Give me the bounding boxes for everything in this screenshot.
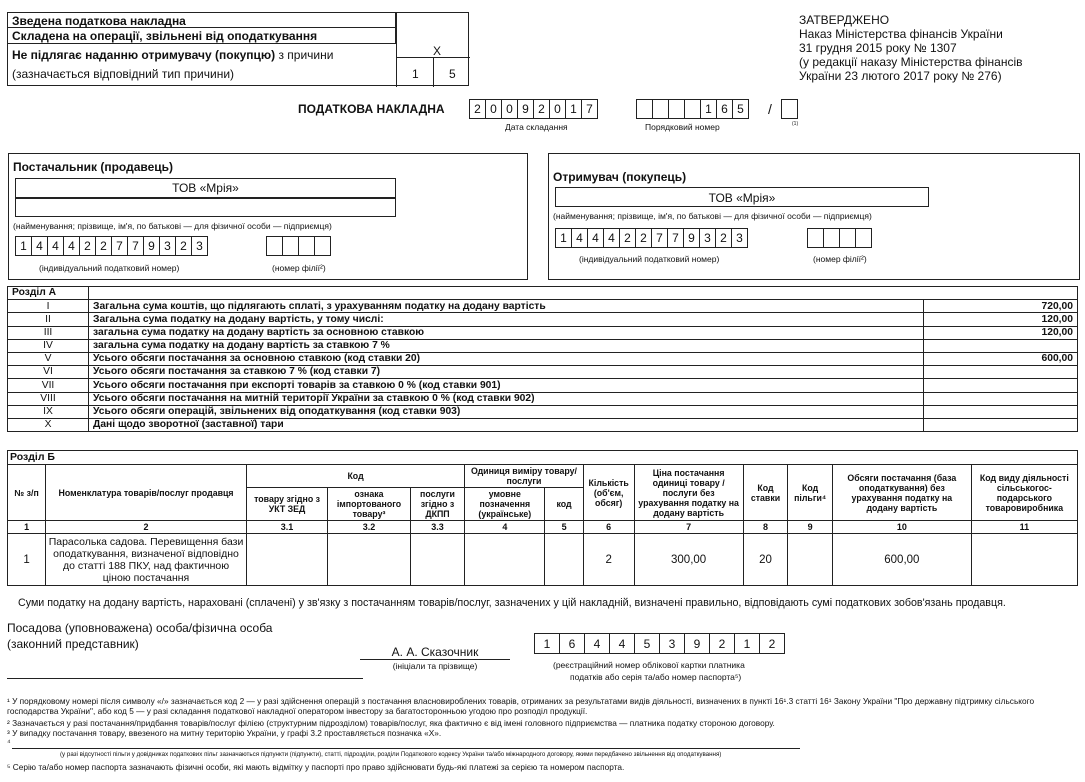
date-digit-4[interactable]: 9 — [517, 99, 534, 119]
row-qty[interactable]: 2 — [583, 534, 634, 586]
seller-ipn-digit-6[interactable]: 2 — [95, 236, 112, 256]
seller-name-caption: (найменування; прізвище, ім'я, по батькові — для фізичної особи — підприємця) — [13, 221, 332, 231]
section-a-row-num: IV — [8, 339, 89, 352]
column-number: 3.2 — [328, 521, 411, 534]
seller-name: ТОВ «Мрія» — [172, 181, 239, 195]
section-a-row-value[interactable] — [924, 339, 1078, 352]
section-a-row-num: X — [8, 418, 89, 431]
section-a-row — [8, 379, 1078, 392]
buyer-branch-digit-3[interactable] — [839, 228, 856, 248]
buyer-ipn-digit-7[interactable]: 7 — [651, 228, 668, 248]
section-a-row-text: Усього обсяги постачання на митній території України за ставкою 0 % (код ставки 902) — [89, 392, 924, 405]
buyer-ipn-digit-1[interactable]: 1 — [555, 228, 572, 248]
buyer-ipn-digit-9[interactable]: 9 — [683, 228, 700, 248]
col-amount-header: Обсяги постачання (база оподаткування) без урахування податку на додану вартість — [833, 465, 972, 521]
section-a-row-text: Загальна сума коштів, що підлягають сплаті, з урахуванням податку на додану вартість — [89, 300, 924, 313]
reg-caption-1: (реєстраційний номер облікової картки платника — [553, 660, 745, 670]
buyer-ipn-digit-4[interactable]: 4 — [603, 228, 620, 248]
section-a-row — [8, 339, 1078, 352]
footnote-5: ⁵ Серію та/або номер паспорта зазначають фізичні особи, які мають відмітку у паспорті про право здійснювати будь-які платежі за серією та номером паспорта. — [7, 762, 625, 772]
footnote-3: ³ У випадку постачання товару, ввезеного на митну територію України, у графі 3.2 проставляється позначка «Х». — [7, 728, 442, 738]
footnote-4-text: (у разі відсутності пільги у довідниках податкових пільг зазначаються підпункти (підпункти), статті, підрозділи, розділи Податкового кодексу України та/або міжнародного договору, якими передбачено звільнення від оподаткування) — [60, 751, 722, 758]
column-number: 7 — [634, 521, 743, 534]
row-unit-code[interactable] — [545, 534, 583, 586]
footnote-4-line — [12, 748, 800, 749]
section-a-row-text: загальна сума податку на додану вартість за ставкою 7 % — [89, 339, 924, 352]
column-number: 3.3 — [410, 521, 464, 534]
buyer-branch-digits[interactable] — [807, 228, 872, 248]
number-digit-6[interactable]: 6 — [716, 99, 733, 119]
row-unit-name[interactable] — [465, 534, 545, 586]
section-a-row-value[interactable] — [924, 405, 1078, 418]
reg-digit-10[interactable]: 2 — [759, 633, 785, 654]
footnote-1: ¹ У порядковому номері після символу «/» зазначається код 2 — у разі здійснення операцій з постачання власновироблених товарів, отриманих за результатами видів діяльності, визначених в пункті 16¹.3 статті 16¹ Закону України "Про державну підтримку сільського господарства України", або код 5 — у разі складання податкової накладної оператором інвестору за багатосторонньою угодою про розподіл продукції. — [7, 696, 1035, 717]
buyer-ipn-digit-8[interactable]: 7 — [667, 228, 684, 248]
section-a-row — [8, 352, 1078, 365]
buyer-name-caption: (найменування; прізвище, ім'я, по батькові — для фізичної особи — підприємця) — [553, 211, 872, 221]
reg-digit-3[interactable]: 4 — [584, 633, 610, 654]
reg-digit-6[interactable]: 3 — [659, 633, 685, 654]
signatory-line1: Посадова (уповноважена) особа/фізична особа — [7, 621, 273, 635]
section-a-row-num: V — [8, 352, 89, 365]
section-a-row-value[interactable] — [924, 366, 1078, 379]
col-unit-code-header: код — [545, 488, 583, 521]
buyer-ipn-digit-3[interactable]: 4 — [587, 228, 604, 248]
section-a-row — [8, 392, 1078, 405]
col-agri-header: Код виду діяльності сільськогос-подарського товаровиробника — [971, 465, 1077, 521]
buyer-ipn-digit-11[interactable]: 2 — [715, 228, 732, 248]
col-price-header: Ціна постачання одиниці товару / послуги без урахування податку на додану вартість — [634, 465, 743, 521]
section-a-row-text: Загальна сума податку на додану вартість, у тому числі: — [89, 313, 924, 326]
column-number: 6 — [583, 521, 634, 534]
section-a-row — [8, 418, 1078, 431]
buyer-ipn-digits[interactable] — [555, 228, 748, 248]
col-qty-header: Кількість (об'єм, обсяг) — [583, 465, 634, 521]
exempt-operations-label: Складена на операції, звільнені від оподаткування — [12, 29, 318, 43]
section-a-row-value[interactable]: 120,00 — [924, 313, 1078, 326]
seller-ipn-digit-4[interactable]: 4 — [63, 236, 80, 256]
consolidated-invoice-label: Зведена податкова накладна — [12, 14, 186, 28]
table-row — [8, 534, 1078, 586]
column-number: 11 — [971, 521, 1077, 534]
date-digit-5[interactable]: 2 — [533, 99, 550, 119]
date-digit-8[interactable]: 7 — [581, 99, 598, 119]
reason-type-caption: (зазначається відповідний тип причини) — [12, 67, 235, 81]
section-b-title: Розділ Б — [10, 451, 55, 463]
section-a-row — [8, 326, 1078, 339]
approval-stamp: ЗАТВЕРДЖЕНО Наказ Міністерства фінансів України 31 грудня 2015 року № 1307 (у редакції наказу Міністерства фінансів України 23 лютого 2017 року № 276) — [799, 13, 1023, 83]
buyer-branch-digit-4[interactable] — [855, 228, 872, 248]
section-a-row-value[interactable] — [924, 392, 1078, 405]
footnote-4-mark: ⁴ — [7, 737, 11, 747]
number-digit-4[interactable] — [684, 99, 701, 119]
header-box — [7, 12, 469, 86]
date-digit-3[interactable]: 0 — [501, 99, 518, 119]
reason-digit-1[interactable]: 1 — [412, 67, 419, 81]
section-a-row — [8, 405, 1078, 418]
seller-branch-digit-4[interactable] — [314, 236, 331, 256]
footnote-2: ² Зазначається у разі постачання/придбання товарів/послуг філією (структурним підрозділом) товарів/послуг, яка фактично є від імені головного підприємства — платника податку стороною договору. — [7, 718, 775, 728]
col-num-header: № з/п — [8, 465, 46, 521]
signatory-line2: (законний представник) — [7, 637, 139, 651]
row-price[interactable]: 300,00 — [634, 534, 743, 586]
seller-ipn-digits[interactable] — [15, 236, 208, 256]
reg-digit-4[interactable]: 4 — [609, 633, 635, 654]
seller-branch-digit-2[interactable] — [282, 236, 299, 256]
seller-ipn-digit-8[interactable]: 7 — [127, 236, 144, 256]
col-benefit-header: Код пільги⁴ — [788, 465, 833, 521]
section-a-row-num: IX — [8, 405, 89, 418]
section-a-row-value[interactable]: 120,00 — [924, 326, 1078, 339]
number-digit-3[interactable] — [668, 99, 685, 119]
section-a-table — [7, 286, 1078, 432]
section-a-row-text: Усього обсяги постачання при експорті товарів за ставкою 0 % (код ставки 901) — [89, 379, 924, 392]
row-import[interactable] — [328, 534, 411, 586]
reg-digit-8[interactable]: 2 — [709, 633, 735, 654]
seller-heading: Постачальник (продавець) — [13, 160, 174, 174]
section-b-table — [7, 464, 1078, 586]
row-benefit[interactable] — [788, 534, 833, 586]
row-uktzed[interactable] — [246, 534, 327, 586]
buyer-branch-caption: (номер філії²) — [813, 254, 867, 264]
column-number: 3.1 — [246, 521, 327, 534]
not-issued-label: Не підлягає наданню отримувачу (покупцю) з причини — [12, 48, 334, 62]
section-a-row-text: Усього обсяги операцій, звільнених від оподаткування (код ставки 903) — [89, 405, 924, 418]
section-a-row — [8, 313, 1078, 326]
tax-statement: Суми податку на додану вартість, нараховані (сплачені) у зв'язку з постачанням товарів/послуг, зазначених у цій накладній, визначені правильно, відповідають сумі податкових зобов'язань продавця. — [18, 597, 1006, 609]
suffix-note: (1) — [792, 121, 799, 127]
row-agri[interactable] — [971, 534, 1077, 586]
section-a-row-num: III — [8, 326, 89, 339]
seller-branch-caption: (номер філії²) — [272, 263, 326, 273]
seller-box — [8, 153, 528, 280]
seller-branch-digit-1[interactable] — [266, 236, 283, 256]
col-unit-name-header: умовне позначення (українське) — [465, 488, 545, 521]
row-dkpp[interactable] — [410, 534, 464, 586]
buyer-ipn-digit-2[interactable]: 4 — [571, 228, 588, 248]
date-caption: Дата складання — [505, 122, 568, 132]
section-a-row-num: VII — [8, 379, 89, 392]
buyer-box — [548, 153, 1080, 280]
col-uktzed-header: товару згідно з УКТ ЗЕД — [246, 488, 327, 521]
col-import-header: ознака імпортованого товару³ — [328, 488, 411, 521]
number-digit-1[interactable] — [636, 99, 653, 119]
column-number: 8 — [743, 521, 788, 534]
buyer-ipn-digit-5[interactable]: 2 — [619, 228, 636, 248]
reg-caption-2: податків або серія та/або номер паспорта⁵) — [570, 672, 742, 682]
section-a-row-value[interactable] — [924, 418, 1078, 431]
row-rate[interactable]: 20 — [743, 534, 788, 586]
suffix-digit-1[interactable] — [781, 99, 798, 119]
reg-digit-5[interactable]: 5 — [634, 633, 660, 654]
column-number: 9 — [788, 521, 833, 534]
seller-ipn-digit-11[interactable]: 2 — [175, 236, 192, 256]
seller-ipn-caption: (індивідуальний податковий номер) — [39, 263, 180, 273]
row-num: 1 — [8, 534, 46, 586]
column-number: 10 — [833, 521, 972, 534]
section-a-row-num: I — [8, 300, 89, 313]
section-a-title: Розділ А — [8, 287, 89, 300]
section-a-row-value[interactable]: 600,00 — [924, 352, 1078, 365]
signatory-name[interactable]: А. А. Сказочник — [360, 645, 510, 660]
seller-ipn-digit-7[interactable]: 7 — [111, 236, 128, 256]
buyer-ipn-digit-6[interactable]: 2 — [635, 228, 652, 248]
buyer-ipn-caption: (індивідуальний податковий номер) — [579, 254, 720, 264]
row-name[interactable]: Парасолька садова. Перевищення бази оподаткування, визначеної відповідно до статті 188 ПКУ, над фактичною ціною постачання — [46, 534, 247, 586]
buyer-name: ТОВ «Мрія» — [708, 191, 776, 205]
section-a-row-num: VIII — [8, 392, 89, 405]
col-name-header: Номенклатура товарів/послуг продавця — [46, 465, 247, 521]
seller-branch-digits[interactable] — [266, 236, 331, 256]
signature-line — [7, 678, 363, 679]
section-a-row — [8, 366, 1078, 379]
buyer-ipn-digit-10[interactable]: 3 — [699, 228, 716, 248]
column-number: 4 — [465, 521, 545, 534]
buyer-branch-digit-1[interactable] — [807, 228, 824, 248]
seller-ipn-digit-3[interactable]: 4 — [47, 236, 64, 256]
reg-number-digits[interactable] — [534, 633, 784, 654]
number-caption: Порядковий номер — [645, 122, 720, 132]
section-a-row-text: Усього обсяги постачання за ставкою 7 % (код ставки 7) — [89, 366, 924, 379]
seller-branch-digit-3[interactable] — [298, 236, 315, 256]
section-a-row-value[interactable]: 720,00 — [924, 300, 1078, 313]
number-digit-2[interactable] — [652, 99, 669, 119]
seller-ipn-digit-12[interactable]: 3 — [191, 236, 208, 256]
invoice-title: ПОДАТКОВА НАКЛАДНА — [298, 102, 445, 116]
col-unit-header: Одиниця виміру товару/послуги — [465, 465, 584, 488]
section-a-row-value[interactable] — [924, 379, 1078, 392]
signatory-name-caption: (ініціали та прізвище) — [392, 661, 478, 671]
buyer-branch-digit-2[interactable] — [823, 228, 840, 248]
section-a-row-text: Дані щодо зворотної (заставної) тари — [89, 418, 924, 431]
seller-ipn-digit-1[interactable]: 1 — [15, 236, 32, 256]
seller-ipn-digit-10[interactable]: 3 — [159, 236, 176, 256]
reg-digit-7[interactable]: 9 — [684, 633, 710, 654]
column-number: 5 — [545, 521, 583, 534]
seller-ipn-digit-2[interactable]: 4 — [31, 236, 48, 256]
number-digit-7[interactable]: 5 — [732, 99, 749, 119]
col-rate-header: Код ставки — [743, 465, 788, 521]
section-a-row-text: загальна сума податку на додану вартість за основною ставкою — [89, 326, 924, 339]
section-a-row-text: Усього обсяги постачання за основною ставкою (код ставки 20) — [89, 352, 924, 365]
col-dkpp-header: послуги згідно з ДКПП — [410, 488, 464, 521]
number-digit-5[interactable]: 1 — [700, 99, 717, 119]
date-digit-7[interactable]: 1 — [565, 99, 582, 119]
reg-digit-9[interactable]: 1 — [734, 633, 760, 654]
buyer-ipn-digit-12[interactable]: 3 — [731, 228, 748, 248]
section-a-row-num: II — [8, 313, 89, 326]
buyer-heading: Отримувач (покупець) — [553, 170, 687, 184]
seller-ipn-digit-5[interactable]: 2 — [79, 236, 96, 256]
column-number: 2 — [46, 521, 247, 534]
date-digit-6[interactable]: 0 — [549, 99, 566, 119]
section-a-row-num: VI — [8, 366, 89, 379]
not-issued-mark[interactable]: X — [433, 44, 442, 58]
number-digits[interactable] — [636, 99, 749, 119]
date-digit-2[interactable]: 0 — [485, 99, 502, 119]
reason-digit-2[interactable]: 5 — [449, 67, 456, 81]
section-a-row — [8, 300, 1078, 313]
seller-ipn-digit-9[interactable]: 9 — [143, 236, 160, 256]
date-digits[interactable] — [469, 99, 598, 119]
reg-digit-2[interactable]: 6 — [559, 633, 585, 654]
reg-digit-1[interactable]: 1 — [534, 633, 560, 654]
number-suffix-box[interactable] — [781, 99, 798, 119]
date-digit-1[interactable]: 2 — [469, 99, 486, 119]
col-code-header: Код — [246, 465, 464, 488]
row-amount[interactable]: 600,00 — [833, 534, 972, 586]
number-slash: / — [768, 101, 772, 117]
column-number: 1 — [8, 521, 46, 534]
